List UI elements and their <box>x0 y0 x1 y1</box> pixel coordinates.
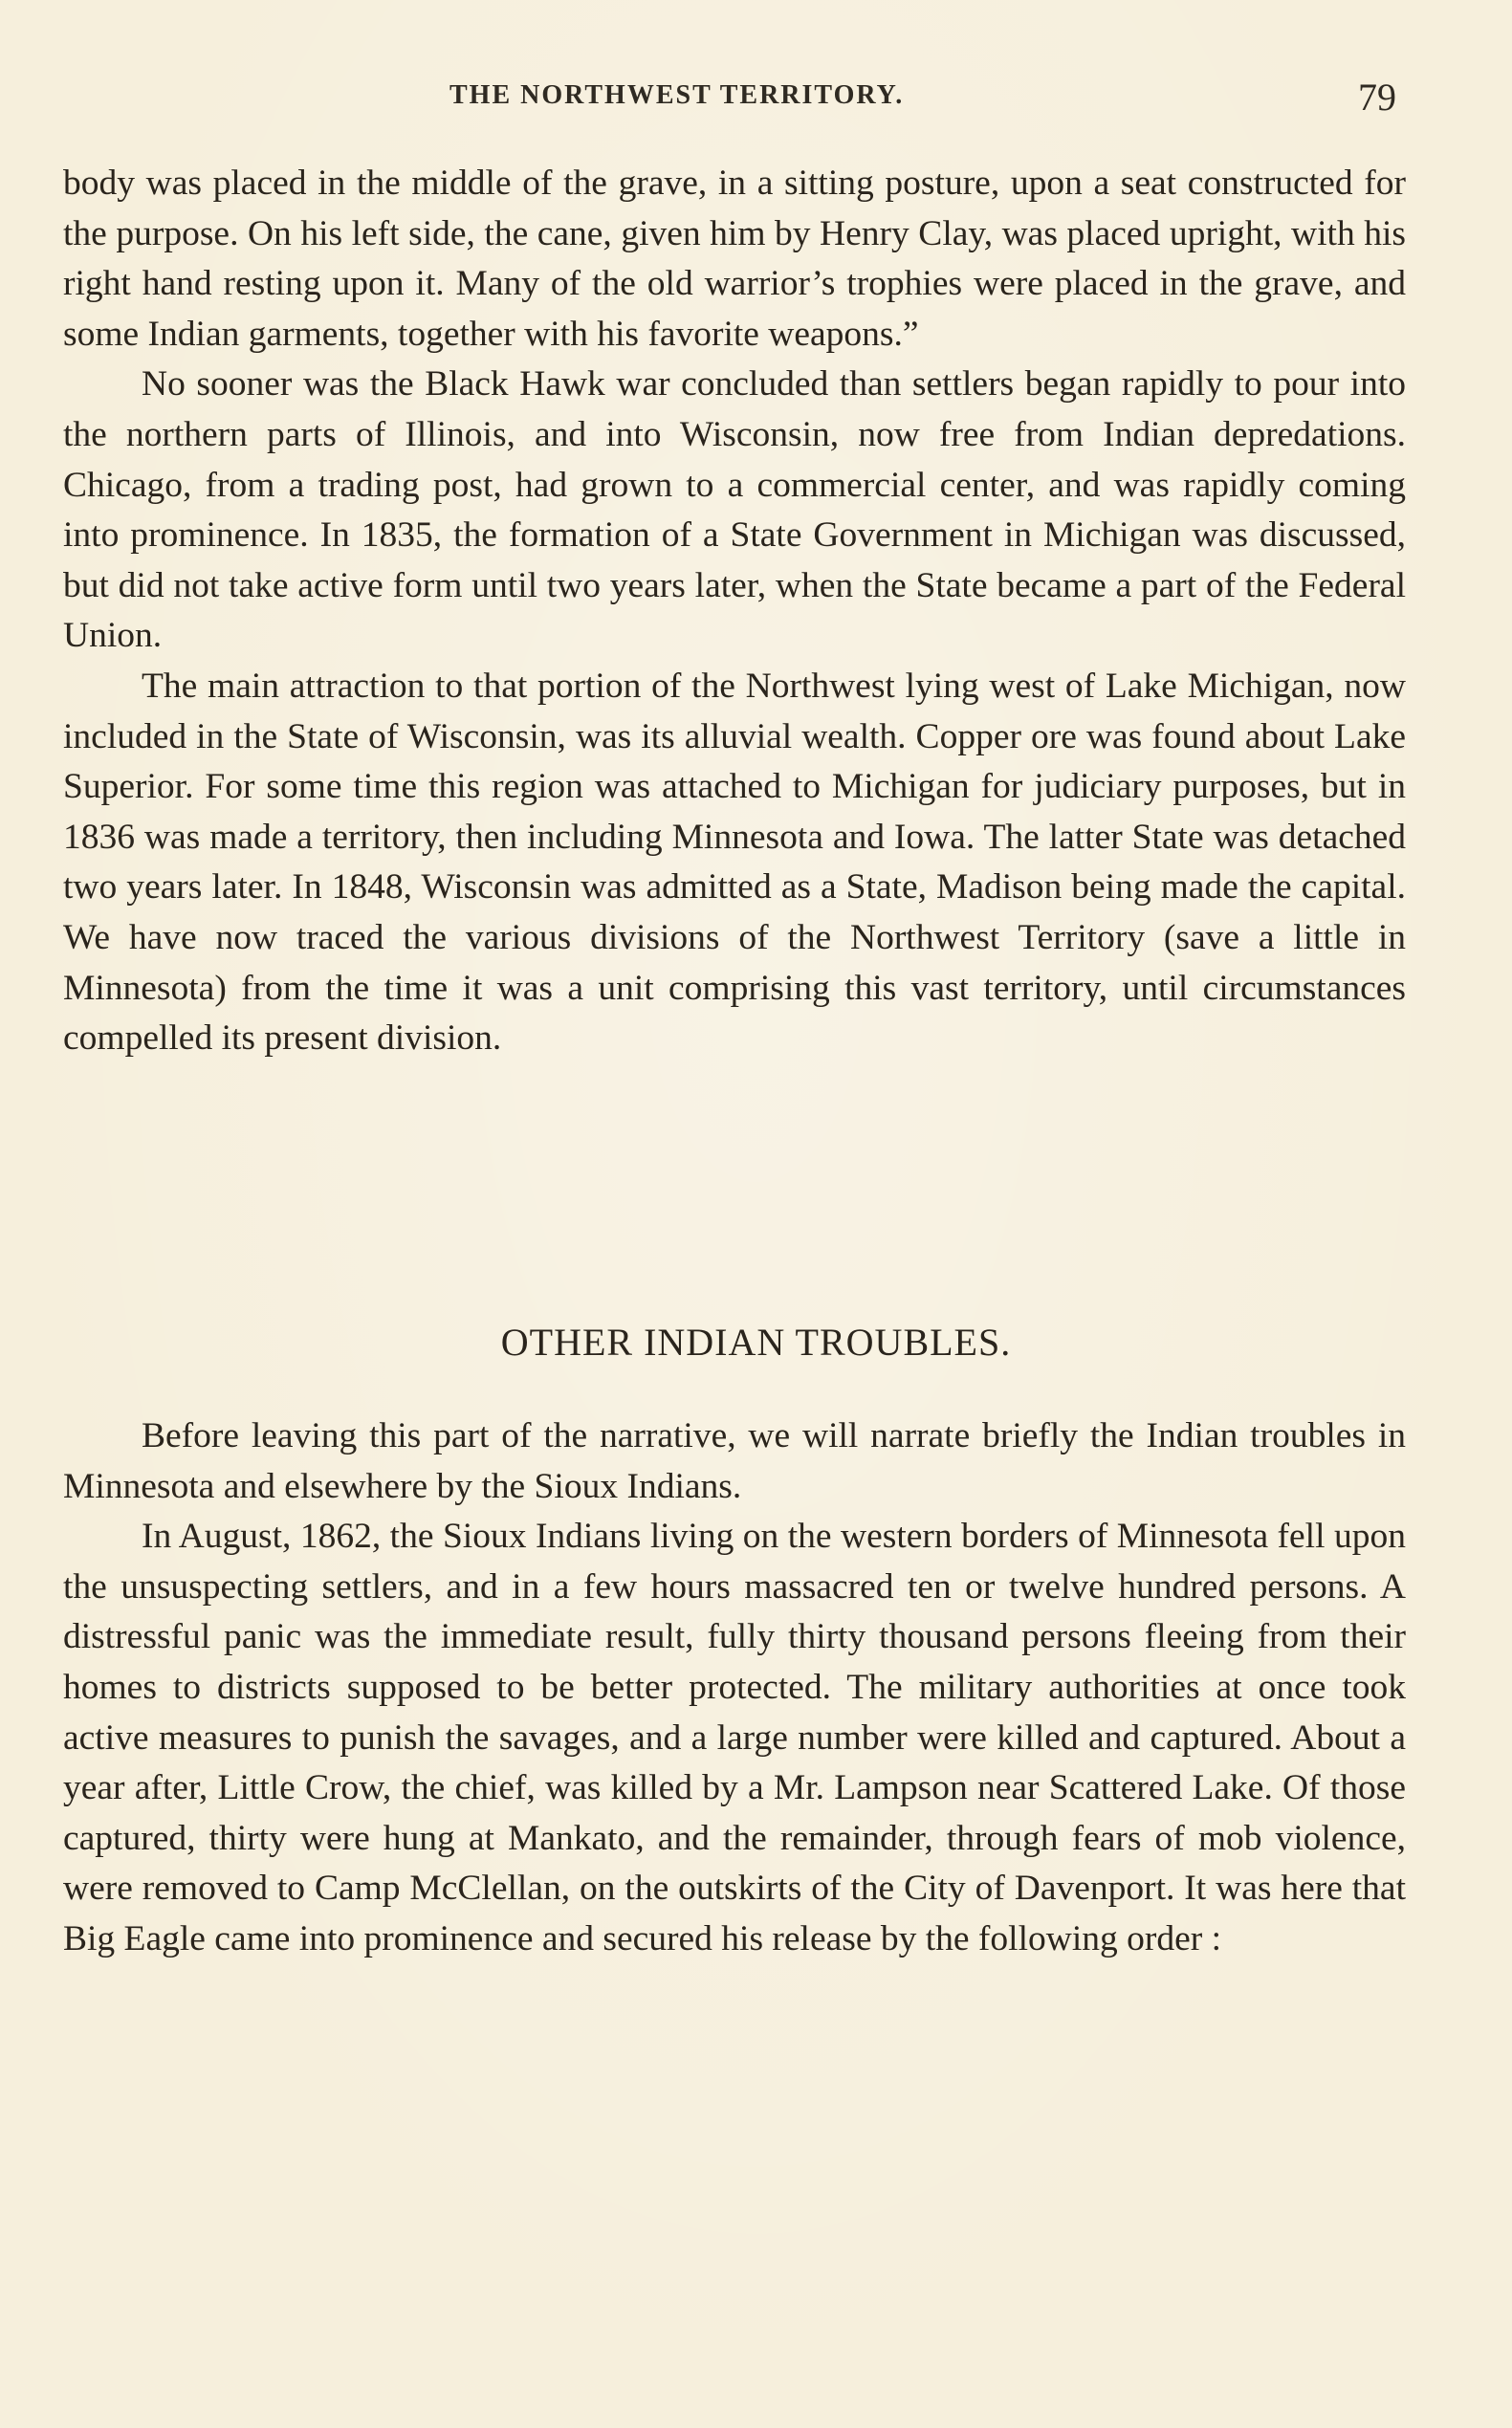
paragraph: Before leaving this part of the narrative, we will narrate briefly the Indian troubles in Minnesota and elsewhere by the Sioux Indians. <box>63 1416 1406 1506</box>
paragraph: body was placed in the middle of the grave, in a sitting posture, upon a seat constructed for the purpose. On his left side, the cane, given him by Henry Clay, was placed upright, with his right hand resting upon it. Many of the old warrior’s trophies were placed in the grave, and some Indian garments, together with his favorite weapons.” <box>63 164 1406 354</box>
paragraph: In August, 1862, the Sioux Indians living on the western borders of Minnesota fell upon the unsuspecting settlers, and in a few hours massacred ten or twelve hundred persons. A distressful panic was the immediate result, fully thirty thousand persons fleeing from their homes to districts supposed to be better protected. The military authorities at once took active measures to punish the savages, and a large number were killed and captured. About a year after, Little Crow, the chief, was killed by a Mr. Lampson near Scattered Lake. Of those captured, thirty were hung at Mankato, and the remainder, through fears of mob violence, were removed to Camp McClellan, on the outskirts of the City of Davenport. It was here that Big Eagle came into prominence and secured his release by the following order : <box>63 1517 1406 1958</box>
running-head <box>0 75 1512 119</box>
text-block-indian-troubles <box>63 1411 1406 1965</box>
text-block-continued <box>63 159 1406 1064</box>
running-title: THE NORTHWEST TERRITORY. <box>449 80 905 110</box>
page-number: 79 <box>1358 76 1396 119</box>
paragraph: No sooner was the Black Hawk war concluded than settlers began rapidly to pour into the northern parts of Illinois, and into Wisconsin, now free from Indian depredations. Chicago, from a trading post, had grown to a commercial center, and was rapidly coming into prominence. In 1835, the formation of a State Government in Michigan was discussed, but did not take active form until two years later, when the State became a part of the Federal Union. <box>63 364 1406 656</box>
section-heading: OTHER INDIAN TROUBLES. <box>500 1321 1012 1364</box>
paragraph: The main attraction to that portion of the Northwest lying west of Lake Michigan, now included in the State of Wisconsin, was its alluvial wealth. Copper ore was found about Lake Superior. For some time this region was attached to Michigan for judiciary purposes, but in 1836 was made a territory, then including Minnesota and Iowa. The latter State was detached two years later. In 1848, Wisconsin was admitted as a State, Madison being made the capital. We have now traced the various divisions of the Northwest Territory (save a little in Minnesota) from the time it was a unit comprising this vast territory, until circumstances compelled its present division. <box>63 666 1406 1059</box>
